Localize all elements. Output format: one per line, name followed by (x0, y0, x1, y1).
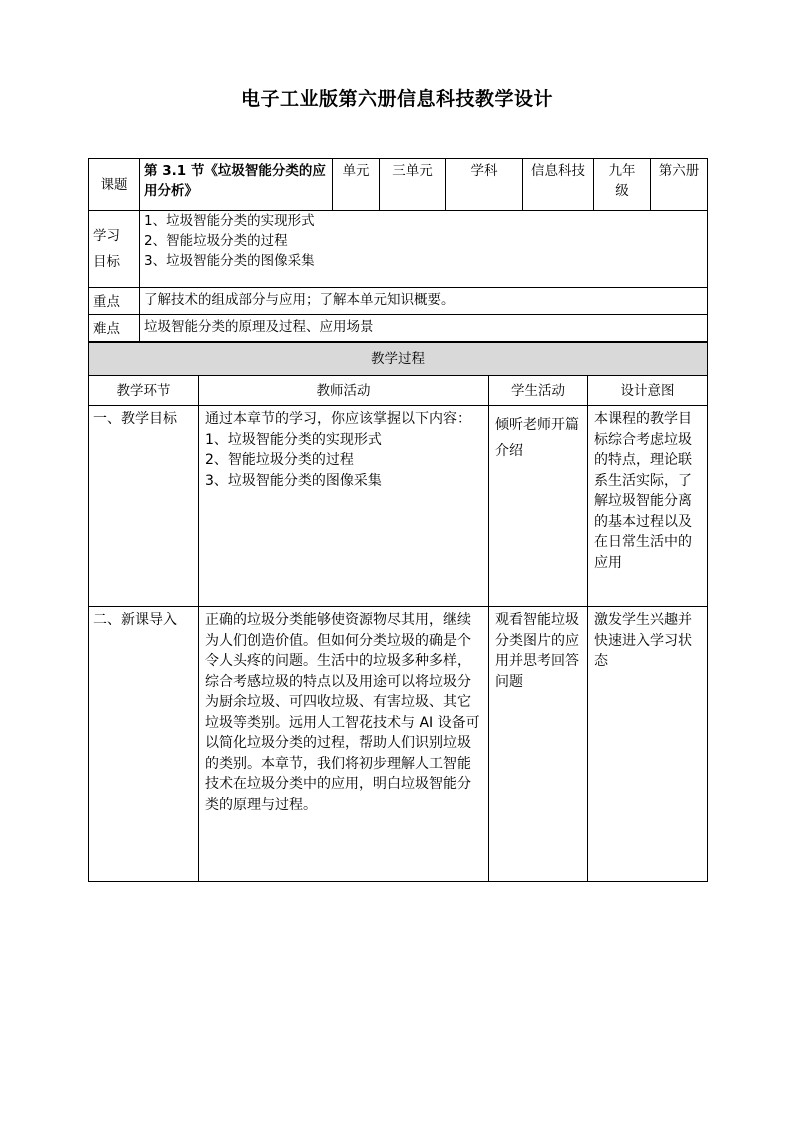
teaching-process-table (88, 342, 708, 882)
stage-cell: 二、新课导入 (89, 607, 199, 882)
key-point-label: 重点 (89, 288, 140, 315)
teacher-line: 3、垃圾智能分类的图像采集 (205, 472, 382, 489)
volume-value: 第六册 (651, 159, 708, 211)
unit-value: 三单元 (380, 159, 446, 211)
objective-item: 1、垃圾智能分类的实现形式 (144, 213, 315, 229)
column-header-teacher: 教师活动 (199, 376, 489, 406)
subject-value: 信息科技 (523, 159, 594, 211)
key-point-value: 了解技术的组成部分与应用；了解本单元知识概要。 (140, 288, 708, 315)
course-title: 第 3.1 节《垃圾智能分类的应用分析》 (140, 159, 333, 211)
lesson-info-table (88, 158, 708, 342)
design-intent-cell: 本课程的教学目标综合考虑垃圾的特点，理论联系生活实际，了解垃圾智能分离的基本过程以及在日常生活中的应用 (588, 406, 708, 607)
column-header-student: 学生活动 (489, 376, 588, 406)
teacher-line: 2、智能垃圾分类的过程 (205, 452, 354, 468)
student-activity-cell: 倾听老师开篇介绍 (489, 406, 588, 607)
teacher-line: 1、垃圾智能分类的实现形式 (205, 431, 382, 448)
column-header-intent: 设计意图 (588, 376, 708, 406)
objectives-list (140, 211, 708, 288)
table-row (89, 406, 708, 607)
design-intent-cell: 激发学生兴趣并快速进入学习状态 (588, 607, 708, 882)
process-section-title: 教学过程 (89, 343, 708, 376)
teacher-activity-cell (199, 406, 489, 607)
stage-cell: 一、教学目标 (89, 406, 199, 607)
objective-item: 3、垃圾智能分类的图像采集 (144, 253, 315, 269)
difficulty-label: 难点 (89, 315, 140, 342)
difficulty-value: 垃圾智能分类的原理及过程、应用场景 (140, 315, 708, 342)
column-header-stage: 教学环节 (89, 376, 199, 406)
table-row (89, 607, 708, 882)
subject-label: 学科 (446, 159, 523, 211)
objective-item: 2、智能垃圾分类的过程 (144, 233, 288, 249)
course-label: 课题 (89, 159, 140, 211)
grade-value: 九年级 (594, 159, 651, 211)
unit-label: 单元 (333, 159, 380, 211)
document-title: 电子工业版第六册信息科技教学设计 (240, 88, 553, 110)
teacher-line: 正确的垃圾分类能够使资源物尽其用，继续为人们创造价值。但如何分类垃圾的确是个令人头疼的问题。生活中的垃圾多种多样，综合考感垃圾的特点以及用途可以将垃圾分为厨余垃圾、可四收垃圾、有害垃圾、其它垃圾等类别。远用人工智花技术与 AI 设备可以简化垃圾分类的过程，帮助人们识别垃圾的类别。本章节，我们将初步理解人工智能技术在垃圾分类中的应用，明白垃圾智能分类的原理与过程。 (205, 612, 480, 813)
student-activity-cell: 观看智能垃圾分类图片的应用并思考回答问题 (489, 607, 588, 882)
teacher-activity-cell (199, 607, 489, 882)
objectives-label: 学习目标 (89, 211, 140, 288)
teacher-line: 通过本章节的学习，你应该掌握以下内容： (205, 411, 471, 427)
